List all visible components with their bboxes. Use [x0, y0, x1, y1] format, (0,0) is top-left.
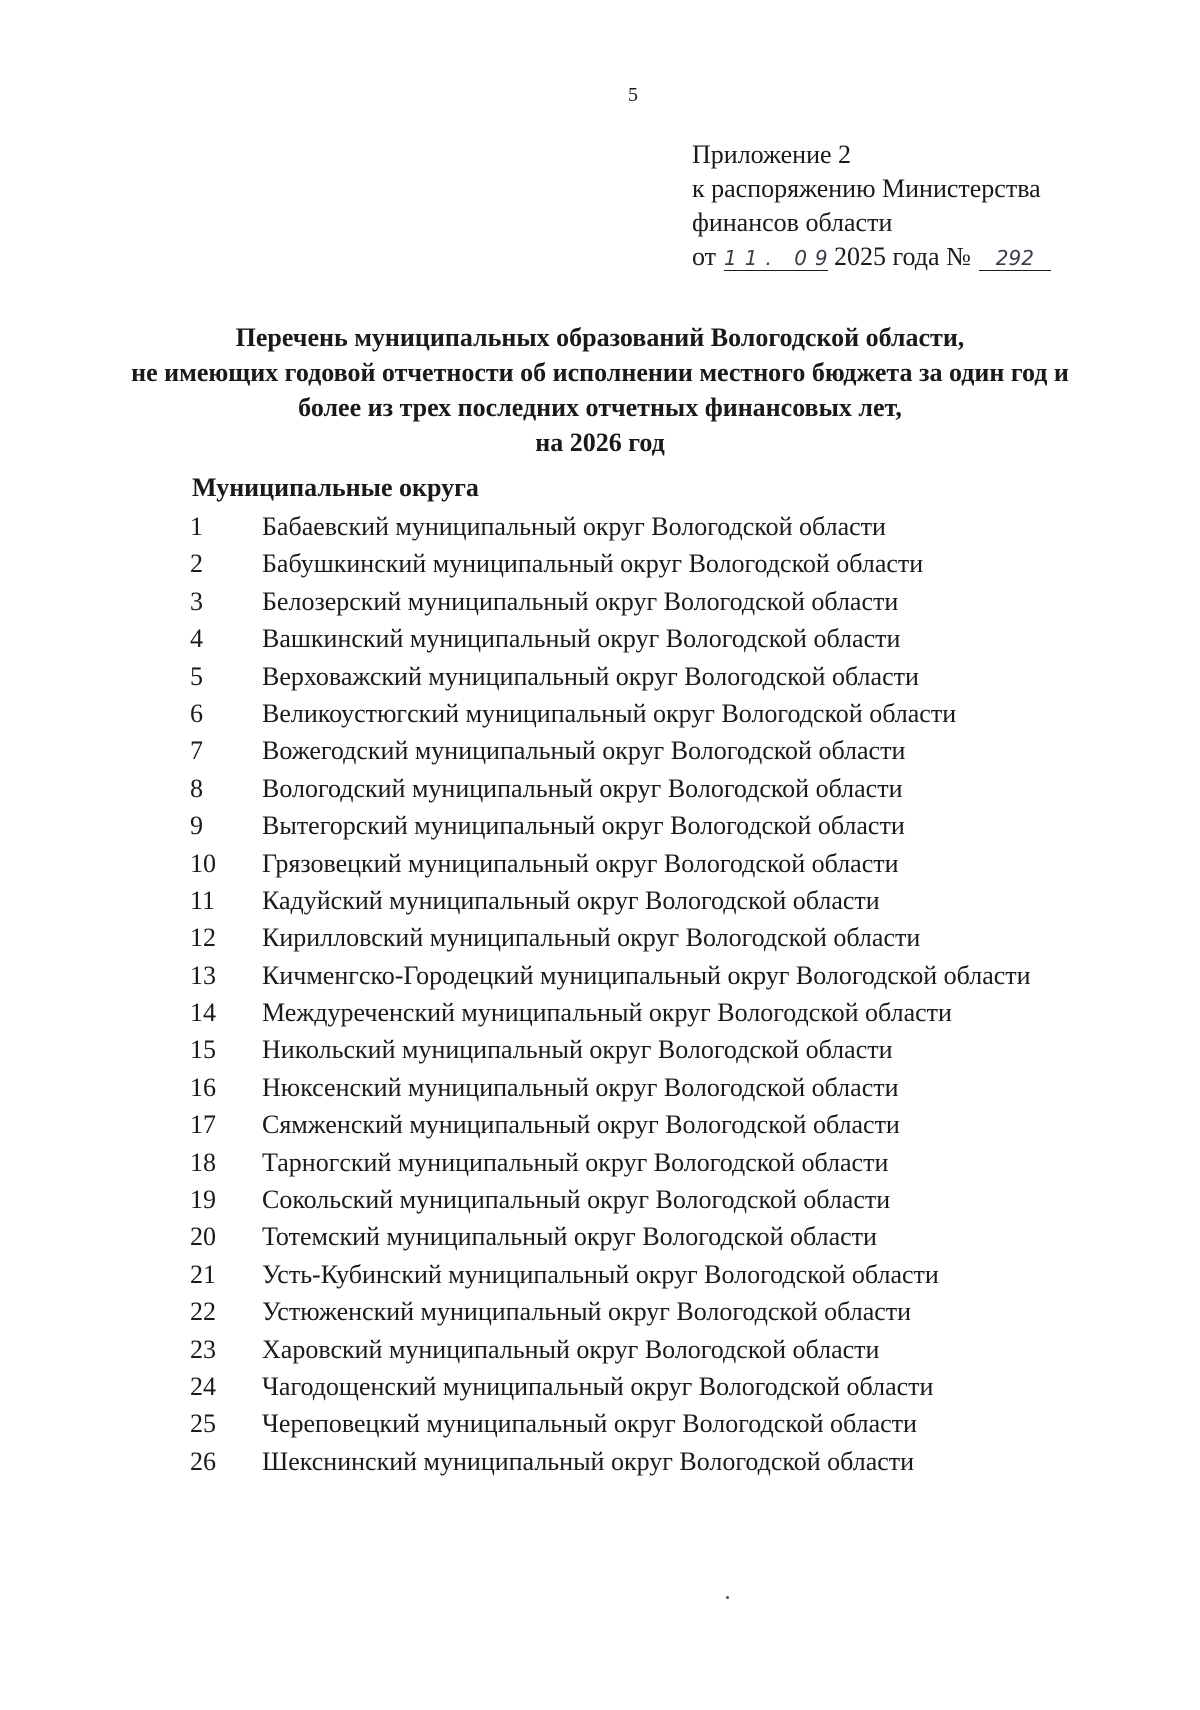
item-number: 2: [190, 549, 203, 579]
list-item: [190, 508, 1150, 545]
item-text: Харовский муниципальный округ Вологодской области: [262, 1334, 880, 1364]
list-item: [190, 620, 1150, 657]
item-text: Кичменгско-Городецкий муниципальный округ Вологодской области: [262, 960, 1031, 990]
item-text: Тотемский муниципальный округ Вологодской области: [262, 1222, 877, 1252]
item-text: Белозерский муниципальный округ Вологодской области: [262, 586, 899, 616]
item-text: Бабаевский муниципальный округ Вологодской области: [262, 512, 886, 541]
list-item: [190, 807, 1150, 844]
list-item: [190, 882, 1150, 919]
list-item: [190, 695, 1150, 732]
item-number: 7: [190, 736, 203, 766]
item-number: 8: [190, 773, 203, 803]
list-item: [190, 1443, 1150, 1480]
list-item: [190, 919, 1150, 956]
item-number: 22: [190, 1297, 216, 1327]
title-line-3: более из трех последних отчетных финансовых лет,: [298, 393, 902, 422]
item-text: Нюксенский муниципальный округ Вологодской области: [262, 1072, 899, 1102]
list-item: [190, 1293, 1150, 1330]
item-number: 6: [190, 698, 203, 728]
item-text: Верховажский муниципальный округ Вологодской области: [262, 661, 919, 691]
list-item: [190, 845, 1150, 882]
item-text: Бабушкинский муниципальный округ Вологодской области: [262, 549, 924, 579]
item-number: 11: [190, 885, 216, 915]
appendix-ministry: финансов области: [692, 208, 893, 237]
item-text: Никольский муниципальный округ Вологодской области: [262, 1035, 893, 1065]
list-item: [190, 1331, 1150, 1368]
list-item: [190, 1368, 1150, 1405]
item-number: 1: [190, 512, 203, 541]
list-item: [190, 1218, 1150, 1255]
item-number: 25: [190, 1409, 216, 1439]
list-item: [190, 957, 1150, 994]
item-text: Череповецкий муниципальный округ Вологодской области: [262, 1409, 917, 1439]
appendix-date-line: [692, 240, 1051, 274]
list-item: [190, 658, 1150, 695]
item-text: Тарногский муниципальный округ Вологодской области: [262, 1147, 889, 1177]
item-number: 4: [190, 624, 203, 654]
item-text: Вологодский муниципальный округ Вологодской области: [262, 773, 903, 803]
section-heading: Муниципальные округа: [192, 473, 479, 502]
appendix-reference: к распоряжению Министерства: [692, 174, 1041, 203]
item-number: 20: [190, 1222, 216, 1252]
list-item: [190, 1144, 1150, 1181]
item-number: 23: [190, 1334, 216, 1364]
item-text: Кирилловский муниципальный округ Вологодской области: [262, 923, 921, 953]
title-line-1: Перечень муниципальных образований Вологодской области,: [235, 323, 965, 352]
year-text: 2025 года №: [834, 242, 971, 271]
title-line-4: на 2026 год: [535, 428, 665, 457]
page-number: 5: [628, 84, 638, 106]
item-text: Устюженский муниципальный округ Вологодской области: [262, 1297, 912, 1327]
item-text: Вашкинский муниципальный округ Вологодской области: [262, 624, 901, 654]
item-number: 12: [190, 923, 216, 953]
list-item: [190, 1256, 1150, 1293]
list-item: [190, 1106, 1150, 1143]
item-number: 10: [190, 848, 216, 878]
appendix-title: Приложение 2: [692, 140, 852, 169]
item-text: Грязовецкий муниципальный округ Вологодской области: [262, 848, 899, 878]
list-item: [190, 545, 1150, 582]
item-text: Великоустюгский муниципальный округ Вологодской области: [262, 698, 957, 728]
item-text: Кадуйский муниципальный округ Вологодской области: [262, 885, 880, 915]
item-number: 18: [190, 1147, 216, 1177]
item-text: Вожегодский муниципальный округ Вологодской области: [262, 736, 906, 766]
item-text: Междуреченский муниципальный округ Вологодской области: [262, 998, 952, 1028]
list-item: [190, 1405, 1150, 1442]
item-number: 9: [190, 811, 203, 841]
list-item: [190, 732, 1150, 769]
item-number: 13: [190, 960, 216, 990]
scan-speck: [726, 1596, 729, 1599]
item-number: 17: [190, 1110, 216, 1140]
item-text: Чагодощенский муниципальный округ Вологодской области: [262, 1371, 934, 1401]
item-number: 24: [190, 1371, 216, 1401]
handwritten-date: 11. 09.: [724, 246, 851, 270]
item-number: 15: [190, 1035, 216, 1065]
item-number: 3: [190, 586, 203, 616]
title-line-2: не имеющих годовой отчетности об исполнении местного бюджета за один год и: [131, 358, 1069, 387]
list-item: [190, 583, 1150, 620]
date-prefix: от: [692, 242, 717, 271]
list-item: [190, 1031, 1150, 1068]
handwritten-number: 292: [979, 246, 1051, 271]
item-number: 16: [190, 1072, 216, 1102]
item-text: Усть-Кубинский муниципальный округ Вологодской области: [262, 1259, 939, 1289]
item-number: 19: [190, 1185, 216, 1215]
item-text: Шекснинский муниципальный округ Вологодской области: [262, 1446, 915, 1476]
item-text: Сокольский муниципальный округ Вологодской области: [262, 1185, 891, 1215]
item-text: Вытегорский муниципальный округ Вологодской области: [262, 811, 905, 841]
item-number: 5: [190, 661, 203, 691]
item-number: 26: [190, 1446, 216, 1476]
item-number: 14: [190, 998, 216, 1028]
list-item: [190, 1069, 1150, 1106]
appendix-block: [692, 138, 1051, 274]
district-list: [190, 508, 1150, 1480]
item-number: 21: [190, 1259, 216, 1289]
list-item: [190, 1181, 1150, 1218]
document-title: [60, 320, 1140, 460]
list-item: [190, 770, 1150, 807]
list-item: [190, 994, 1150, 1031]
item-text: Сямженский муниципальный округ Вологодской области: [262, 1110, 900, 1140]
